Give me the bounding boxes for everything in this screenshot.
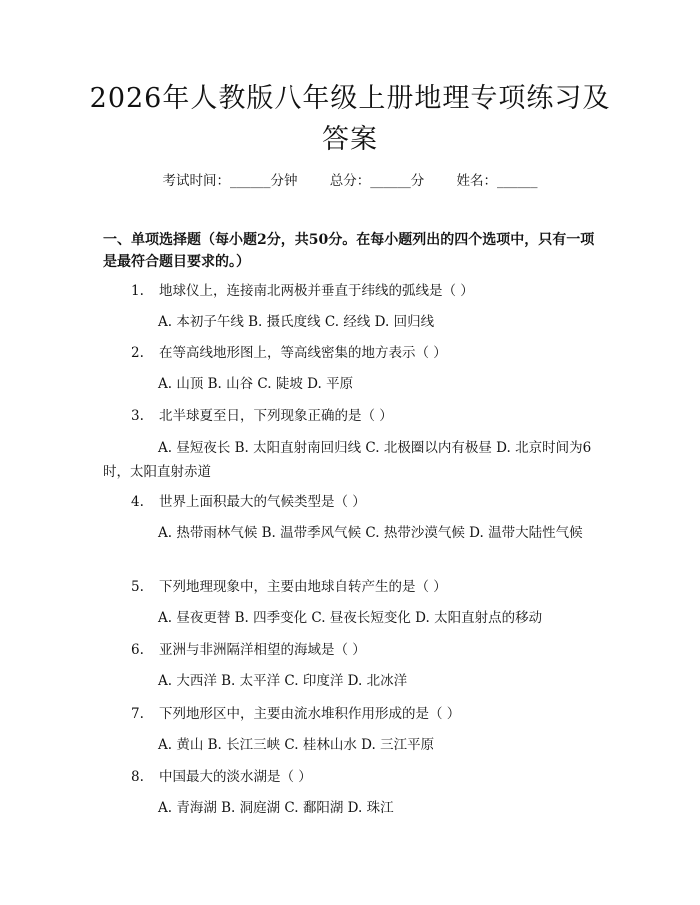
question-stem: 地球仪上，连接南北两极并垂直于纬线的弧线是（ ） (159, 283, 474, 299)
question-options: A. 大西洋 B. 太平洋 C. 印度洋 D. 北冰洋 (158, 673, 408, 689)
exam-meta-line (0, 169, 700, 189)
question-options: A. 黄山 B. 长江三峡 C. 桂林山水 D. 三江平原 (158, 737, 435, 753)
question-number: 3. (131, 408, 144, 424)
question-stem: 世界上面积最大的气候类型是（ ） (159, 494, 366, 510)
question-number: 2. (131, 345, 144, 361)
question-stem: 下列地理现象中，主要由地球自转产生的是（ ） (159, 579, 447, 595)
question-number: 7. (131, 706, 144, 722)
total-score-field: 总分：______分 (329, 173, 425, 189)
question-number: 4. (131, 494, 144, 510)
student-name-field: 姓名：______ (456, 173, 538, 189)
question-options: A. 热带雨林气候 B. 温带季风气候 C. 热带沙漠气候 D. 温带大陆性气候 (158, 525, 583, 541)
question-stem: 亚洲与非洲隔洋相望的海域是（ ） (159, 642, 366, 658)
question-options: A. 昼短夜长 B. 太阳直射南回归线 C. 北极圈以内有极昼 D. 北京时间为6时，太阳直射赤道 (103, 440, 592, 480)
question-stem: 北半球夏至日，下列现象正确的是（ ） (159, 408, 393, 424)
question-stem: 下列地形区中，主要由流水堆积作用形成的是（ ） (159, 706, 461, 722)
question-options: A. 山顶 B. 山谷 C. 陡坡 D. 平原 (158, 376, 354, 392)
document-title: 2026年人教版八年级上册地理专项练习及答案 (89, 83, 611, 155)
exam-time-field: 考试时间：______分钟 (162, 173, 298, 189)
question-number: 8. (131, 769, 144, 785)
question-options: A. 昼夜更替 B. 四季变化 C. 昼夜长短变化 D. 太阳直射点的移动 (158, 610, 543, 626)
question-number: 1. (131, 283, 144, 299)
question-options: A. 本初子午线 B. 摄氏度线 C. 经线 D. 回归线 (158, 314, 435, 330)
question-number: 6. (131, 642, 144, 658)
question-options: A. 青海湖 B. 洞庭湖 C. 鄱阳湖 D. 珠江 (158, 800, 394, 816)
section-heading: 一、单项选择题（每小题2分，共50分。在每小题列出的四个选项中，只有一项是最符合题目要求的。） (103, 232, 595, 270)
question-stem: 在等高线地形图上，等高线密集的地方表示（ ） (159, 345, 447, 361)
question-stem: 中国最大的淡水湖是（ ） (159, 769, 312, 785)
question-number: 5. (131, 579, 144, 595)
